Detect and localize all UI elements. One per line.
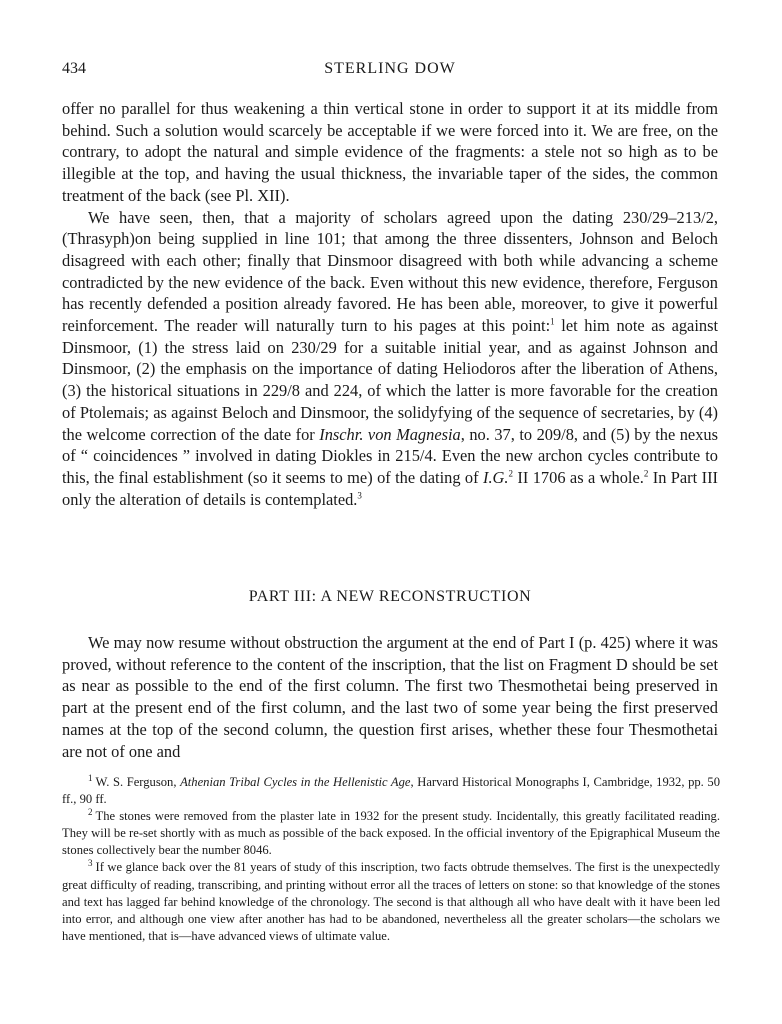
paragraph-2-text-d: II 1706 as a whole. <box>513 467 644 487</box>
footnote-ref-1: 1 <box>550 316 555 327</box>
footnotes <box>62 774 720 945</box>
body-text-upper <box>62 98 718 510</box>
paragraph-3: We may now resume without obstruction the argument at the end of Part I (p. 425) where it was proved, without reference to the content of the inscription, that the list on Fragment D should be set as near as possible to the end of the first column. The first two Thesmothetai being preserved in part at the present end of the first column, and the last two of some year being the first preserved names at the top of the second column, the question first arises, whether these four Thesmothetai are not of one and <box>62 633 718 761</box>
paragraph-2-text-b: let him note as against Dinsmoor, (1) the stress laid on 230/29 for a suitable initial year, and as against Johnson and Dinsmoor, (2) the emphasis on the importance of dating Heliodoros after the liberation of Athens, (3) the historical situations in 229/8 and 224, of which the latter is more favorable for the creation of Ptolemais; as against Beloch and Dinsmoor, the solidyfying of the sequence of secretaries, by (4) the welcome correction of the date for <box>62 316 718 444</box>
paragraph-2 <box>62 207 718 511</box>
paragraph-1: offer no parallel for thus weakening a thin vertical stone in order to support it at its middle from behind. Such a solution would scarcely be acceptable if we were forced into it. We are free, on the contrary, to adopt the natural and simple evidence of the fragments: a stele not so high as to be illegible at the top, and having the usual thickness, the invariable taper of the sides, the common treatment of the back (see Pl. XII). <box>62 99 718 205</box>
footnote-3 <box>62 859 720 944</box>
paragraph-2-text-c: , no. 37, to 209/8, and (5) by the nexus of “ coincidences ” involved in dating Diokles in 215/4. Even the new archon cycles contribute to this, the final establishment (so it seems to me) of the dating of <box>62 424 718 487</box>
footnote-1-text-a: W. S. Ferguson, <box>95 775 181 789</box>
italic-title-magnesia: Inschr. von Magnesia <box>319 424 461 444</box>
paragraph-2-text-a: We have seen, then, that a majority of scholars agreed upon the dating 230/29–213/2, (Thrasyph)on being supplied in line 101; that among the three dissenters, Johnson and Beloch disagreed with each other; finally that Dinsmoor disagreed with both while advancing a scheme contradicted by the new evidence of the back. Even without this new evidence, therefore, Ferguson has recently defended a position already favored. He has been able, moreover, to give it powerful reinforcement. The reader will naturally turn to his pages at this point: <box>62 207 718 336</box>
footnote-ref-2: 2 <box>643 468 649 479</box>
body-text-lower <box>62 632 718 762</box>
footnote-1-number: 1 <box>88 772 93 783</box>
running-head: STERLING DOW <box>324 60 456 77</box>
page-number: 434 <box>62 60 86 77</box>
footnote-ref-3: 3 <box>357 490 362 501</box>
footnote-1 <box>62 774 720 808</box>
section-heading: PART III: A NEW RECONSTRUCTION <box>248 588 532 605</box>
footnote-3-text: If we glance back over the 81 years of study of this inscription, two facts obtrude themselves. The first is the unexpectedly great difficulty of reading, transcribing, and printing without error all the traces of letters on stone: so that knowledge of the stones and text has lagged far behind knowledge of the chronology. The second is that although all who have dealt with it have been led into error, and although one view after another has had to be abandoned, nevertheless all the greater scholars—the scholars we have mentioned, that is—have advanced views of ultimate value. <box>62 860 720 943</box>
footnote-2-text: The stones were removed from the plaster late in 1932 for the present study. Incidentally, this greatly facilitated reading. They will be re-set shortly with as much as possible of the back exposed. In the official inventory of the Epigraphical Museum the stones collectively bear the number 8046. <box>62 809 720 858</box>
footnote-3-number: 3 <box>88 858 93 869</box>
footnote-2 <box>62 808 720 859</box>
ig-superscript: 2 <box>508 468 513 479</box>
footnote-2-number: 2 <box>88 807 93 817</box>
italic-ig: I.G. <box>483 467 509 487</box>
paragraph-2-text-e: In Part III only the alteration of details is contemplated. <box>62 467 718 509</box>
footnote-1-italic-title: Athenian Tribal Cycles in the Hellenistic Age <box>180 775 411 789</box>
page-header <box>62 60 718 84</box>
footnote-1-text-b: , Harvard Historical Monographs I, Cambridge, 1932, pp. 50 ff., 90 ff. <box>62 775 720 807</box>
